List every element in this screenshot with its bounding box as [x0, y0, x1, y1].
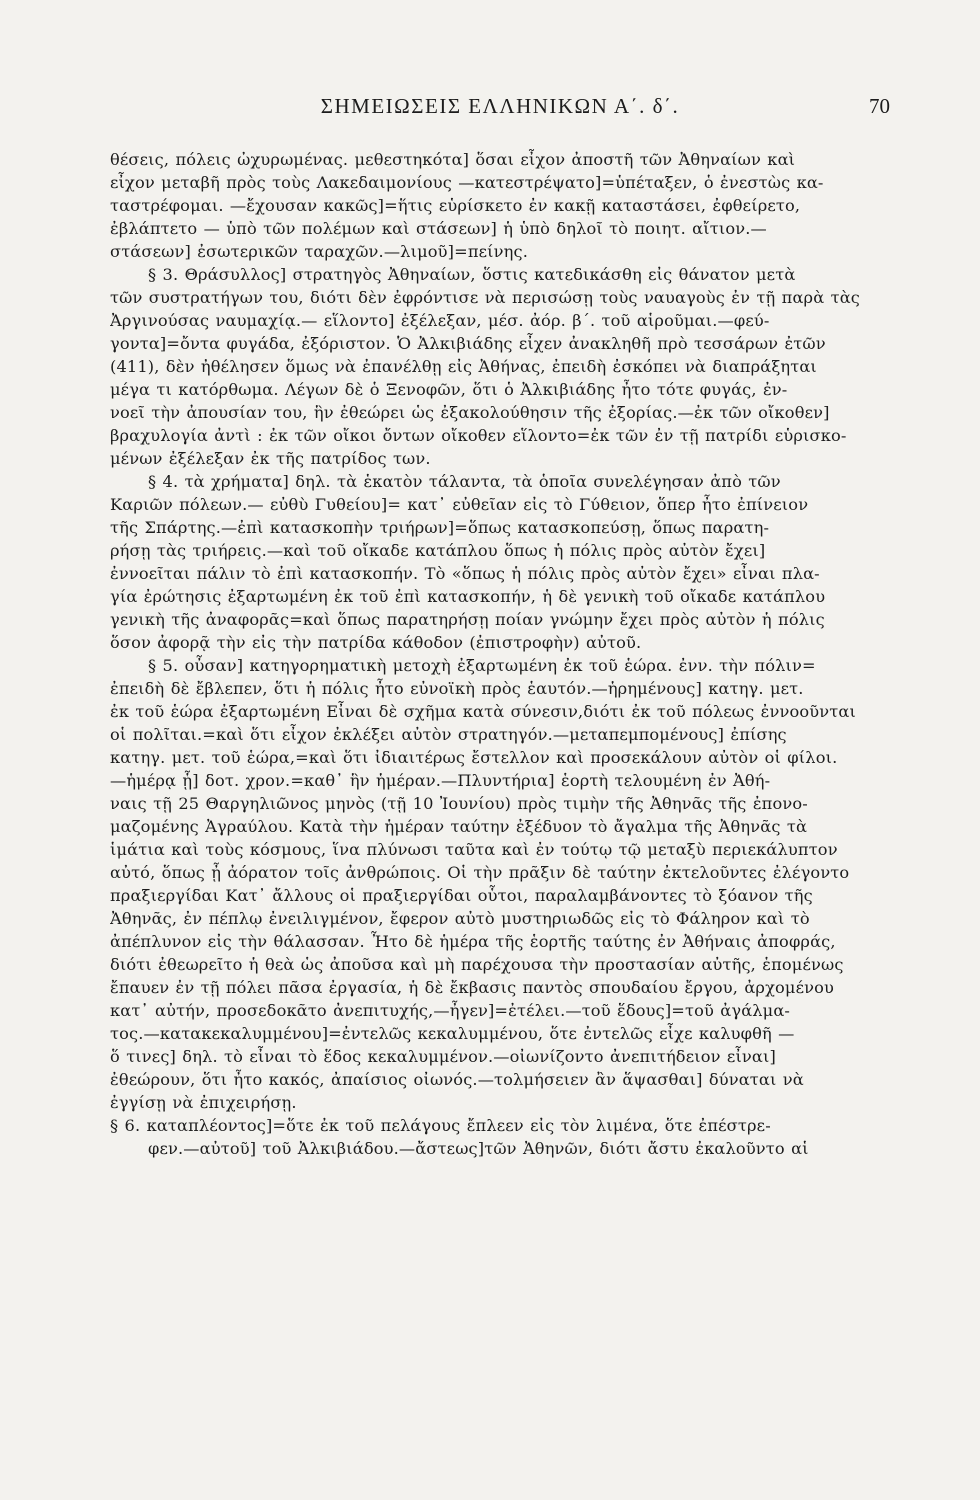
text-line: —ἡμέρᾳ ᾗ] δοτ. χρον.=καθ᾽ ἣν ἡμέραν.—Πλυντήρια] ἑορτὴ τελουμένη ἐν Ἀθή- — [110, 771, 771, 790]
text-line: (411), δὲν ἠθέλησεν ὅμως νὰ ἐπανέλθῃ εἰς Ἀθήνας, ἐπειδὴ ἐσκόπει νὰ διαπράξηται — [110, 357, 817, 376]
page-header — [110, 94, 890, 124]
text-line: τῶν συστρατήγων του, διότι δὲν ἐφρόντισε νὰ περισώσῃ τοὺς ναυαγοὺς ἐν τῇ παρὰ τὰς — [110, 288, 860, 307]
text-line: γία ἐρώτησις ἐξαρτωμένη ἐκ τοῦ ἐπὶ κατασκοπήν, ἡ δὲ γενικὴ τοῦ οἴκαδε κατάπλου — [110, 587, 826, 606]
text-line: § 6. καταπλέοντος]=ὅτε ἐκ τοῦ πελάγους ἔπλεεν εἰς τὸν λιμένα, ὅτε ἐπέστρε- — [110, 1116, 771, 1135]
text-line: Καριῶν πόλεων.— εὐθὺ Γυθείου]= κατ᾽ εὐθεῖαν εἰς τὸ Γύθειον, ὅπερ ἦτο ἐπίνειον — [110, 495, 809, 514]
text-line: ναις τῇ 25 Θαργηλιῶνος μηνὸς (τῇ 10 Ἰουνίου) πρὸς τιμὴν τῆς Ἀθηνᾶς τῆς ἐπονο- — [110, 794, 808, 813]
text-line: ἔπαυεν ἐν τῇ πόλει πᾶσα ἐργασία, ἡ δὲ ἔκβασις παντὸς σπουδαίου ἔργου, ἀρχομένου — [110, 978, 835, 997]
text-line: γενικὴ τῆς ἀναφορᾶς=καὶ ὅπως παρατηρήσῃ ποίαν γνώμην ἔχει πρὸς αὐτὸν ἡ πόλις — [110, 610, 825, 629]
text-line: ἐπειδὴ δὲ ἔβλεπεν, ὅτι ἡ πόλις ἦτο εὐνοϊκὴ πρὸς ἑαυτόν.—ἡρημένους] κατηγ. μετ. — [110, 679, 804, 698]
text-line: βραχυλογία ἀντὶ : ἐκ τῶν οἴκοι ὄντων οἴκοθεν εἵλοντο=ἐκ τῶν ἐν τῇ πατρίδι εὑρισκο- — [110, 426, 847, 445]
text-line: τος.—κατακεκαλυμμένου]=ἐντελῶς κεκαλυμμένου, ὅτε ἐντελῶς εἶχε καλυφθῆ — — [110, 1024, 795, 1043]
text-line: § 5. οὖσαν] κατηγορηματικὴ μετοχὴ ἐξαρτωμένη ἐκ τοῦ ἑώρα. ἐνν. τὴν πόλιν= — [148, 656, 816, 675]
text-line: ἐθεώρουν, ὅτι ἦτο κακός, ἀπαίσιος οἰωνός.—τολμήσειεν ἂν ἅψασθαι] δύναται νὰ — [110, 1070, 804, 1089]
text-line: γοντα]=ὄντα φυγάδα, ἐξόριστον. Ὁ Ἀλκιβιάδης εἶχεν ἀνακληθῆ πρὸ τεσσάρων ἐτῶν — [110, 334, 826, 353]
text-line: διότι ἐθεωρεῖτο ἡ θεὰ ὡς ἀποῦσα καὶ μὴ παρέχουσα τὴν προστασίαν αὐτῆς, ἑπομένως — [110, 955, 844, 974]
text-line: θέσεις, πόλεις ὠχυρωμένας. μεθεστηκότα] ὅσαι εἶχον ἀποστῆ τῶν Ἀθηναίων καὶ — [110, 150, 796, 169]
text-line: ρήσῃ τὰς τριήρεις.—καὶ τοῦ οἴκαδε κατάπλου ὅπως ἡ πόλις πρὸς αὐτὸν ἔχει] — [110, 541, 766, 560]
text-line: ὅσον ἀφορᾷ τὴν εἰς τὴν πατρίδα κάθοδον (ἐπιστροφὴν) αὐτοῦ. — [110, 633, 642, 652]
text-line: ἐκ τοῦ ἑώρα ἐξαρτωμένη Εἶναι δὲ σχῆμα κατὰ σύνεσιν,διότι ἐκ τοῦ πόλεως ἐννοοῦνται — [110, 702, 856, 721]
text-line: ταστρέφομαι. —ἔχουσαν κακῶς]=ἥτις εὑρίσκετο ἐν κακῇ καταστάσει, ἐφθείρετο, — [110, 196, 801, 215]
commentary-text — [110, 148, 890, 1183]
text-line: ἀπέπλυνον εἰς τὴν θάλασσαν. Ἦτο δὲ ἡμέρα τῆς ἑορτῆς ταύτης ἐν Ἀθήναις ἀποφράς, — [110, 932, 836, 951]
text-line: § 3. Θράσυλλος] στρατηγὸς Ἀθηναίων, ὅστις κατεδικάσθη εἰς θάνατον μετὰ — [148, 265, 796, 284]
text-line: ἐννοεῖται πάλιν τὸ ἐπὶ κατασκοπήν. Τὸ «ὅπως ἡ πόλις πρὸς αὐτὸν ἔχει» εἶναι πλα- — [110, 564, 820, 583]
text-line: μένων ἐξέλεξαν ἐκ τῆς πατρίδος των. — [110, 449, 431, 468]
text-line: Ἀργινούσας ναυμαχίᾳ.— εἵλοντο] ἐξέλεξαν, μέσ. ἀόρ. β΄. τοῦ αἱροῦμαι.—φεύ- — [110, 311, 770, 330]
text-line: εἶχον μεταβῆ πρὸς τοὺς Λακεδαιμονίους —κατεστρέψατο]=ὑπέταξεν, ὁ ἐνεστὼς κα- — [110, 173, 824, 192]
text-line: οἱ πολῖται.=καὶ ὅτι εἶχον ἐκλέξει αὐτὸν στρατηγόν.—μεταπεμπομένους] ἐπίσης — [110, 725, 787, 744]
text-line: κατηγ. μετ. τοῦ ἑώρα,=καὶ ὅτι ἰδιαιτέρως ἔστελλον καὶ προσεκάλουν αὐτὸν οἱ φίλοι. — [110, 748, 838, 767]
text-line: § 4. τὰ χρήματα] δηλ. τὰ ἑκατὸν τάλαντα, τὰ ὁποῖα συνελέγησαν ἀπὸ τῶν — [148, 472, 781, 491]
text-line: ἱμάτια καὶ τοὺς κόσμους, ἵνα πλύνωσι ταῦτα καὶ ἐν τούτῳ τῷ μεταξὺ περιεκάλυπτον — [110, 840, 838, 859]
text-line: τῆς Σπάρτης.—ἐπὶ κατασκοπὴν τριήρων]=ὅπως κατασκοπεύσῃ, ὅπως παρατη- — [110, 518, 770, 537]
running-head: ΣΗΜΕΙΩΣΕΙΣ ΕΛΛΗΝΙΚΩΝ Α΄. δ΄. — [320, 94, 680, 118]
text-line: μέγα τι κατόρθωμα. Λέγων δὲ ὁ Ξενοφῶν, ὅτι ὁ Ἀλκιβιάδης ἦτο τότε φυγάς, ἐν- — [110, 380, 788, 399]
text-line: νοεῖ τὴν ἀπουσίαν του, ἣν ἐθεώρει ὡς ἐξακολούθησιν τῆς ἐξορίας.—ἐκ τῶν οἴκοθεν] — [110, 403, 830, 422]
text-line: Ἀθηνᾶς, ἐν πέπλῳ ἐνειλιγμένον, ἔφερον αὐτὸ μυστηριωδῶς εἰς τὸ Φάληρον καὶ τὸ — [110, 909, 810, 928]
text-line: πραξιεργίδαι Κατ᾽ ἄλλους οἱ πραξιεργίδαι οὗτοι, παραλαμβάνοντες τὸ ξόανον τῆς — [110, 886, 813, 905]
text-line: μαζομένης Ἀγραύλου. Κατὰ τὴν ἡμέραν ταύτην ἐξέδυον τὸ ἄγαλμα τῆς Ἀθηνᾶς τὰ — [110, 817, 808, 836]
text-line: στάσεων] ἐσωτερικῶν ταραχῶν.—λιμοῦ]=πείνης. — [110, 242, 528, 261]
text-line: κατ᾽ αὐτήν, προσεδοκᾶτο ἀνεπιτυχής,—ἦγεν]=ἐτέλει.—τοῦ ἕδους]=τοῦ ἀγάλμα- — [110, 1001, 791, 1020]
text-line: ἐγγίσῃ νὰ ἐπιχειρήσῃ. — [110, 1093, 297, 1112]
page-number: 70 — [869, 94, 890, 118]
text-line — [110, 1160, 890, 1183]
text-line: ὅ τινες] δηλ. τὸ εἶναι τὸ ἕδος κεκαλυμμένον.—οἰωνίζοντο ἀνεπιτήδειον εἶναι] — [110, 1047, 776, 1066]
text-line: φεν.—αὐτοῦ] τοῦ Ἀλκιβιάδου.—ἄστεως]τῶν Ἀθηνῶν, διότι ἄστυ ἐκαλοῦντο αἱ — [148, 1139, 809, 1158]
text-line: αὐτό, ὅπως ᾖ ἀόρατον τοῖς ἀνθρώποις. Οἱ τὴν πρᾶξιν δὲ ταύτην ἐκτελοῦντες ἐλέγοντο — [110, 863, 850, 882]
text-line: ἐβλάπτετο — ὑπὸ τῶν πολέμων καὶ στάσεων] ἡ ὑπὸ δηλοῖ τὸ ποιητ. αἴτιον.— — [110, 219, 767, 238]
